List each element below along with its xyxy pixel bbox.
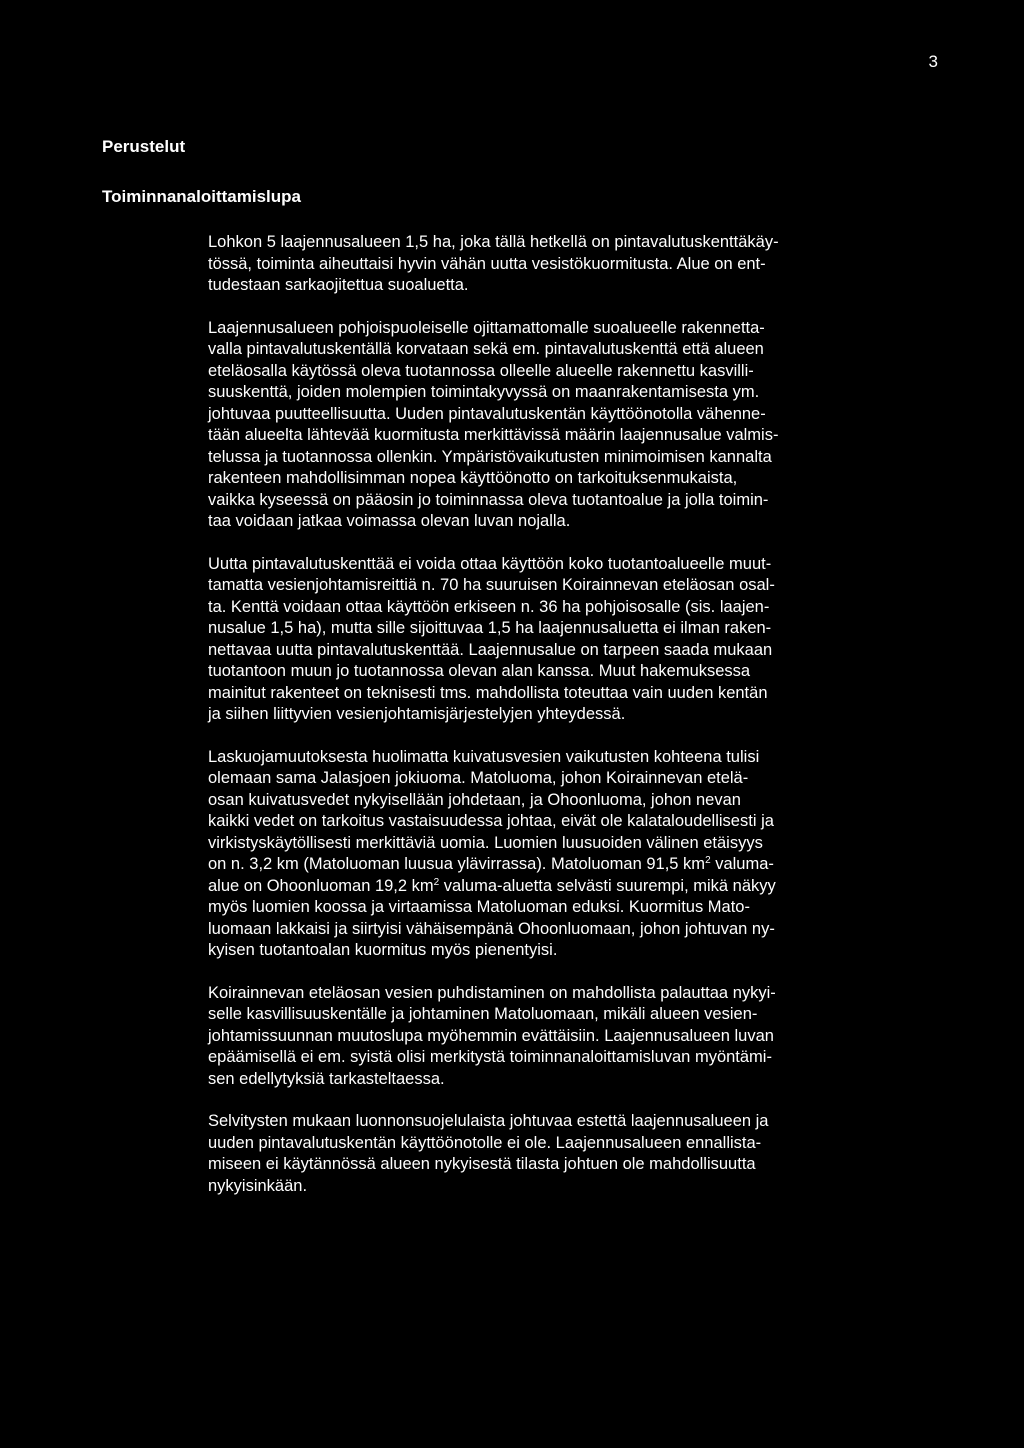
page-number: 3: [928, 52, 938, 71]
section-heading: Perustelut: [102, 137, 186, 156]
body-text: [208, 232, 928, 1218]
paragraph-4-text: valuma-aluetta selvästi suurempi, mikä näkyy myös luomien koossa ja virtaamissa Matoluoman eduksi. Kuormitus Mato- luomaan lakkaisi ja siirtyisi vähäisempänä Ohoonluomaan, johon johtuvan ny- kyisen tuotantoalan kuormitus myös pienentyisi.: [208, 876, 776, 959]
paragraph-4-text: valuma- alue on Ohoonluoman 19,2 km: [208, 855, 774, 895]
paragraph-6: Selvitysten mukaan luonnonsuojelulaista johtuvaa estettä laajennusalueen ja uuden pintavalutuskentän käyttöönotolle ei ole. Laajennusalueen ennallista- miseen ei käytännössä alueen nykyisestä tilasta johtuen ole mahdollisuutta nykyisinkään.: [208, 1112, 769, 1195]
paragraph-4-text: Laskuojamuutoksesta huolimatta kuivatusvesien vaikutusten kohteena tulisi olemaan sama Jalasjoen jokiuoma. Matoluoma, johon Koirainnevan etelä- osan kuivatusvedet nykyisellään johdetaan, ja Ohoonluoma, johon nevan kaikki vedet on tarkoitus vastaisuudessa johtaa, eivät ole kalataloudellisesti ja virkistyskäytöllisesti merkittäviä uomia. Luomien luusuoiden välinen etäisyys on n. 3,2 km (Matoluoman luusua ylävirrassa). Matoluoman 91,5 km: [208, 747, 774, 873]
paragraph-1: Lohkon 5 laajennusalueen 1,5 ha, joka tällä hetkellä on pintavalutuskenttäkäy- tössä, toiminta aiheuttaisi hyvin vähän uutta vesistökuormitusta. Alue on ent- tudestaan sarkaojitettua suoaluetta.: [208, 233, 779, 294]
paragraph-2: Laajennusalueen pohjoispuoleiselle ojittamattomalle suoalueelle rakennetta- valla pintavalutuskentällä korvataan sekä em. pintavalutuskenttä että alueen eteläosalla käytössä oleva tuotannossa olleelle alueelle rakennettu kasvilli- suuskenttä, joiden molempien toimintakyvyssä on maanrakentamisesta ym. johtuvaa puutteellisuutta. Uuden pintavalutuskentän käyttöönotolla vähenne- tään alueelta lähtevää kuormitusta merkittävissä määrin laajennusalue valmis- telussa ja tuotannossa ollenkin. Ympäristövaikutusten minimoimisen kannalta rakenteen mahdollisimman nopea käyttöönotto on tarkoituksenmukaista, vaikka kyseessä on pääosin jo toiminnassa oleva tuotantoalue ja jolla toimin- taa voidaan jatkaa voimassa olevan luvan nojalla.: [208, 318, 779, 530]
paragraph-4: [208, 747, 928, 962]
superscript-2: 2: [433, 876, 440, 888]
paragraph-3: Uutta pintavalutuskenttää ei voida ottaa käyttöön koko tuotantoalueelle muut- tamatta vesienjohtamisreittiä n. 70 ha suuruisen Koirainnevan eteläosan osal- ta. Kenttä voidaan ottaa käyttöön erkiseen n. 36 ha pohjoisosalle (sis. laajen- nusalue 1,5 ha), mutta sille sijoittuvaa 1,5 ha laajennusaluetta ei ilman raken- nettavaa uutta pintavalutuskenttää. Laajennusalue on tarpeen saada mukaan tuotantoon muun jo tuotannossa olevan alan kanssa. Muut hakemuksessa mainitut rakenteet on teknisesti tms. mahdollista toteuttaa vain uuden kentän ja siihen liittyvien vesienjohtamisjärjestelyjen yhteydessä.: [208, 554, 775, 723]
section-subheading: Toiminnanaloittamislupa: [102, 187, 301, 206]
paragraph-5: Koirainnevan eteläosan vesien puhdistaminen on mahdollista palauttaa nykyi- selle kasvillisuuskentälle ja johtaminen Matoluomaan, mikäli alueen vesien- johtamissuunnan muutoslupa myöhemmin evättäisiin. Laajennusalueen luvan epäämisellä ei em. syistä olisi merkitystä toiminnanaloittamisluvan myöntämi- sen edellytyksiä tarkasteltaessa.: [208, 983, 776, 1088]
superscript-2: 2: [705, 855, 711, 866]
